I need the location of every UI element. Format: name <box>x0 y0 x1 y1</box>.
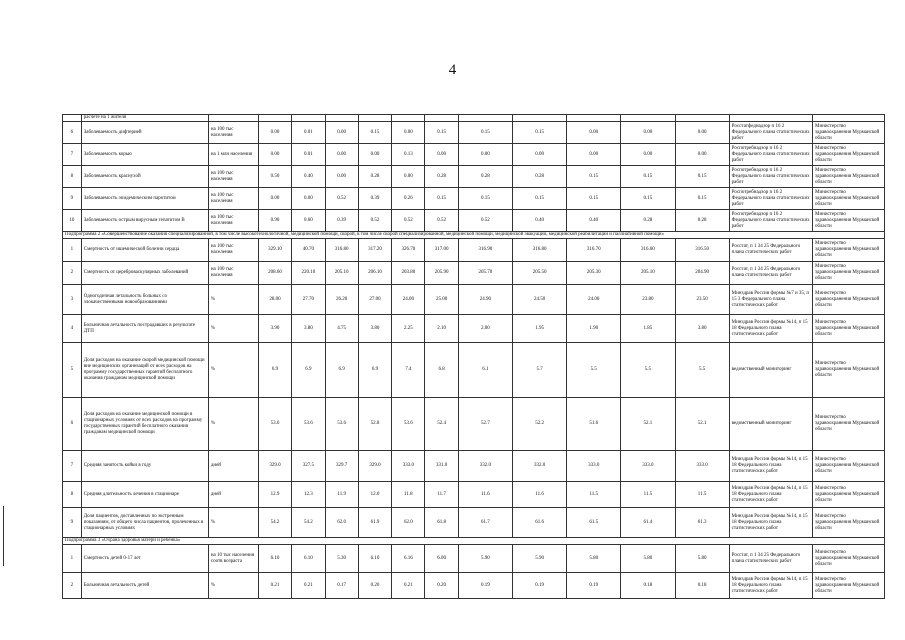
value-cell: 5.90 <box>512 545 566 573</box>
value-cell: 11.5 <box>675 482 729 508</box>
value-cell: 61.7 <box>458 508 512 538</box>
value-cell: 61.4 <box>621 508 675 538</box>
value-cell: 24.00 <box>567 285 621 315</box>
value-cell: 5.30 <box>325 545 358 573</box>
value-cell: 0.60 <box>292 210 325 232</box>
row-number: 7 <box>63 144 82 166</box>
table-row <box>63 188 885 210</box>
value-cell: 0.18 <box>621 573 675 599</box>
executor-cell: Министерство здравоохранения Мурманской области <box>813 210 885 232</box>
value-cell: 0.00 <box>621 144 675 166</box>
value-cell: 12.3 <box>292 482 325 508</box>
source-cell: Росстат, п 1 34 25 Федерального плана статистических работ <box>729 262 812 285</box>
value-cell: 329.10 <box>258 239 291 262</box>
value-cell: 52.2 <box>512 398 566 451</box>
source-cell: Росстат, п 1 34 25 Федерального плана статистических работ <box>729 239 812 262</box>
value-cell: 0.00 <box>458 144 512 166</box>
value-cell: 0.15 <box>675 188 729 210</box>
value-cell: 6.10 <box>292 545 325 573</box>
continuation-row <box>63 115 885 122</box>
indicator-name: Одногодичная летальность больных со злокачественными новообразованиями <box>81 285 208 315</box>
value-cell: 329.0 <box>358 451 391 482</box>
unit-cell: дней <box>208 482 258 508</box>
value-cell: 53.6 <box>325 398 358 451</box>
value-cell: 0.50 <box>258 166 291 188</box>
continuation-text: расчете на 1 жителя <box>81 115 208 122</box>
row-number: 9 <box>63 188 82 210</box>
executor-cell: Министерство здравоохранения Мурманской области <box>813 262 885 285</box>
value-cell: 326.70 <box>392 239 425 262</box>
indicator-name: Средняя занятость койки в году <box>81 451 208 482</box>
unit-cell: на 1 млн населения <box>208 144 258 166</box>
value-cell: 0.00 <box>325 144 358 166</box>
value-cell: 24.50 <box>512 285 566 315</box>
row-number: 8 <box>63 166 82 188</box>
row-number: 3 <box>63 285 82 315</box>
value-cell: 205.50 <box>512 262 566 285</box>
value-cell: 3.90 <box>258 315 291 343</box>
indicator-name: Смертность от цереброваскулярных заболеваний <box>81 262 208 285</box>
indicator-name: Смертность детей 0-17 лет <box>81 545 208 573</box>
value-cell: 0.52 <box>458 210 512 232</box>
value-cell: 0.15 <box>358 122 391 144</box>
indicator-name: Доля расходов на оказание скорой медицинской помощи вне медицинских организаций от всех расходов на программу государственных гарантий бесплатного оказания гражданам медицинской помощи <box>81 343 208 398</box>
value-cell: 11.5 <box>567 482 621 508</box>
value-cell: 3.80 <box>675 315 729 343</box>
value-cell: 0.52 <box>392 210 425 232</box>
unit-cell: на 100 тыс населения <box>208 262 258 285</box>
value-cell: 0.15 <box>621 166 675 188</box>
value-cell: 11.7 <box>425 482 458 508</box>
source-cell: Минздрав России формы №14, п 15 18 Федерального плана статистических работ <box>729 573 812 599</box>
value-cell: 333.0 <box>621 451 675 482</box>
value-cell: 0.01 <box>292 122 325 144</box>
source-cell: Минздрав России формы №7 и 35, п 15 3 Федерального плана статистических работ <box>729 285 812 315</box>
value-cell: 5.5 <box>675 343 729 398</box>
value-cell: 0.00 <box>258 122 291 144</box>
value-cell: 203.80 <box>392 262 425 285</box>
value-cell: 0.52 <box>325 188 358 210</box>
table-row <box>63 239 885 262</box>
table-row <box>63 210 885 232</box>
value-cell: 11.9 <box>325 482 358 508</box>
value-cell: 0.00 <box>621 122 675 144</box>
value-cell: 27.70 <box>292 285 325 315</box>
table-row <box>63 166 885 188</box>
value-cell: 24.00 <box>392 285 425 315</box>
value-cell: 61.6 <box>512 508 566 538</box>
value-cell: 53.6 <box>392 398 425 451</box>
value-cell: 0.28 <box>458 166 512 188</box>
value-cell: 23.50 <box>675 285 729 315</box>
value-cell: 0.15 <box>458 122 512 144</box>
value-cell: 6.10 <box>358 545 391 573</box>
value-cell: 0.00 <box>325 122 358 144</box>
subprogram-title: Подпрограмма 2 «Совершенствование оказания специализированной, в том числе высокотехнологичной, медицинской помощи, скорой, в том числе скорой специализированной, медицинской помощи, медицинской эвакуации, медицинской реабилитации и паллиативной помощи» <box>63 232 885 239</box>
executor-cell: Министерство здравоохранения Мурманской области <box>813 122 885 144</box>
indicator-name: Смертность от ишемической болезни сердца <box>81 239 208 262</box>
page-number: 4 <box>448 62 457 78</box>
unit-cell: % <box>208 285 258 315</box>
value-cell: 52.7 <box>458 398 512 451</box>
source-cell: Роспотребнадзор п 16 2 Федерального плана статистических работ <box>729 210 812 232</box>
source-cell: Минздрав России формы №14, п 15 18 Федерального плана статистических работ <box>729 451 812 482</box>
value-cell: 316.90 <box>458 239 512 262</box>
row-number: 6 <box>63 398 82 451</box>
subprogram-header-row <box>63 538 885 545</box>
row-number: 9 <box>63 508 82 538</box>
table-row <box>63 262 885 285</box>
value-cell: 0.15 <box>425 188 458 210</box>
executor-cell: Министерство здравоохранения Мурманской области <box>813 573 885 599</box>
margin-mark <box>3 506 4 566</box>
unit-cell: % <box>208 508 258 538</box>
value-cell: 0.21 <box>292 573 325 599</box>
value-cell: 0.00 <box>567 144 621 166</box>
value-cell: 6.9 <box>292 343 325 398</box>
executor-cell: Министерство здравоохранения Мурманской области <box>813 343 885 398</box>
unit-cell: % <box>208 573 258 599</box>
table-row <box>63 398 885 451</box>
subprogram-title: Подпрограмма 3 «Охрана здоровья матери и ребенка» <box>63 538 885 545</box>
value-cell: 0.28 <box>358 166 391 188</box>
value-cell: 52.1 <box>621 398 675 451</box>
value-cell: 205.10 <box>621 262 675 285</box>
value-cell: 0.28 <box>621 210 675 232</box>
value-cell: 25.00 <box>425 285 458 315</box>
value-cell: 0.00 <box>358 144 391 166</box>
value-cell: 0.40 <box>292 166 325 188</box>
table-row <box>63 482 885 508</box>
value-cell: 6.10 <box>258 545 291 573</box>
value-cell: 40.70 <box>292 239 325 262</box>
value-cell: 317.00 <box>425 239 458 262</box>
value-cell: 0.28 <box>425 166 458 188</box>
value-cell: 11.8 <box>392 482 425 508</box>
value-cell: 0.21 <box>258 573 291 599</box>
value-cell: 2.25 <box>392 315 425 343</box>
source-cell: Минздрав России формы №14, п 15 18 Федерального плана статистических работ <box>729 508 812 538</box>
row-number: 1 <box>63 545 82 573</box>
value-cell: 0.39 <box>325 210 358 232</box>
executor-cell: Министерство здравоохранения Мурманской области <box>813 239 885 262</box>
indicator-name: Средняя длительность лечения в стационаре <box>81 482 208 508</box>
value-cell: 332.0 <box>458 451 512 482</box>
value-cell: 3.80 <box>358 315 391 343</box>
unit-cell: на 100 тыс населения <box>208 122 258 144</box>
value-cell: 12.0 <box>358 482 391 508</box>
table-row <box>63 508 885 538</box>
value-cell: 0.18 <box>675 573 729 599</box>
value-cell: 26.20 <box>325 285 358 315</box>
value-cell: 333.0 <box>675 451 729 482</box>
value-cell: 0.00 <box>675 144 729 166</box>
value-cell: 6.16 <box>392 545 425 573</box>
value-cell: 220.10 <box>292 262 325 285</box>
value-cell: 0.39 <box>358 188 391 210</box>
row-number: 5 <box>63 343 82 398</box>
row-number: 10 <box>63 210 82 232</box>
value-cell: 53.6 <box>258 398 291 451</box>
value-cell: 5.80 <box>621 545 675 573</box>
value-cell: 0.00 <box>392 122 425 144</box>
value-cell: 0.00 <box>675 122 729 144</box>
value-cell: 11.6 <box>458 482 512 508</box>
row-number: 8 <box>63 482 82 508</box>
value-cell: 11.5 <box>621 482 675 508</box>
row-number: 7 <box>63 451 82 482</box>
value-cell: 0.15 <box>621 188 675 210</box>
value-cell: 0.20 <box>358 573 391 599</box>
value-cell: 23.80 <box>621 285 675 315</box>
value-cell: 0.00 <box>425 144 458 166</box>
value-cell: 6.8 <box>425 343 458 398</box>
value-cell: 53.6 <box>292 398 325 451</box>
table-row <box>63 573 885 599</box>
executor-cell: Министерство здравоохранения Мурманской области <box>813 188 885 210</box>
value-cell: 0.15 <box>512 122 566 144</box>
indicator-name: Доля расходов на оказание медицинской помощи в стационарных условиях от всех расходов на программу государственных гарантий бесплатного оказания гражданам медицинской помощи <box>81 398 208 451</box>
value-cell: 0.15 <box>567 166 621 188</box>
row-number: 2 <box>63 262 82 285</box>
value-cell: 329.7 <box>325 451 358 482</box>
table-row <box>63 545 885 573</box>
value-cell: 0.00 <box>258 188 291 210</box>
indicator-name: Доля пациентов, доставленных по экстренным показаниям, от общего числа пациентов, пролеченных в стационарных условиях <box>81 508 208 538</box>
executor-cell: Министерство здравоохранения Мурманской области <box>813 166 885 188</box>
value-cell: 0.52 <box>358 210 391 232</box>
value-cell: 61.3 <box>675 508 729 538</box>
unit-cell: % <box>208 343 258 398</box>
executor-cell: Министерство здравоохранения Мурманской области <box>813 315 885 343</box>
source-cell: Роспотребнадзор п 16 2 Федерального плана статистических работ <box>729 144 812 166</box>
value-cell: 0.40 <box>512 210 566 232</box>
value-cell: 1.95 <box>512 315 566 343</box>
indicator-name: Заболеваемость дифтерией <box>81 122 208 144</box>
table-row <box>63 315 885 343</box>
source-cell: ведомственный мониторинг <box>729 343 812 398</box>
value-cell: 12.9 <box>258 482 291 508</box>
value-cell: 1.85 <box>621 315 675 343</box>
value-cell: 3.80 <box>292 315 325 343</box>
value-cell: 52.1 <box>675 398 729 451</box>
source-cell: Минздрав России формы №14, п 15 18 Федерального плана статистических работ <box>729 315 812 343</box>
value-cell: 27.00 <box>358 285 391 315</box>
value-cell: 0.28 <box>512 166 566 188</box>
value-cell: 316.80 <box>325 239 358 262</box>
value-cell: 62.0 <box>325 508 358 538</box>
value-cell: 0.00 <box>392 166 425 188</box>
value-cell: 0.19 <box>512 573 566 599</box>
executor-cell: Министерство здравоохранения Мурманской области <box>813 508 885 538</box>
value-cell: 6.9 <box>258 343 291 398</box>
value-cell: 0.28 <box>675 210 729 232</box>
value-cell: 204.90 <box>675 262 729 285</box>
value-cell: 0.15 <box>425 122 458 144</box>
value-cell: 0.00 <box>325 166 358 188</box>
value-cell: 333.0 <box>567 451 621 482</box>
value-cell: 316.70 <box>567 239 621 262</box>
value-cell: 0.19 <box>458 573 512 599</box>
value-cell: 2.10 <box>425 315 458 343</box>
indicator-name: Больничная летальность детей <box>81 573 208 599</box>
value-cell: 28.00 <box>258 285 291 315</box>
indicators-table <box>62 114 885 599</box>
row-number: 6 <box>63 122 82 144</box>
value-cell: 54.2 <box>292 508 325 538</box>
value-cell: 62.0 <box>392 508 425 538</box>
table-row <box>63 285 885 315</box>
value-cell: 5.7 <box>512 343 566 398</box>
value-cell: 0.13 <box>392 144 425 166</box>
executor-cell: Министерство здравоохранения Мурманской области <box>813 285 885 315</box>
executor-cell: Министерство здравоохранения Мурманской области <box>813 482 885 508</box>
value-cell: 5.80 <box>567 545 621 573</box>
value-cell: 0.00 <box>567 122 621 144</box>
value-cell: 4.75 <box>325 315 358 343</box>
source-cell: Роспотребнадзор п 16 2 Федерального плана статистических работ <box>729 166 812 188</box>
value-cell: 0.15 <box>675 166 729 188</box>
value-cell: 327.5 <box>292 451 325 482</box>
indicator-name: Заболеваемость краснухой <box>81 166 208 188</box>
unit-cell: на 100 тыс населения <box>208 188 258 210</box>
value-cell: 61.5 <box>567 508 621 538</box>
value-cell: 333.0 <box>392 451 425 482</box>
value-cell: 11.6 <box>512 482 566 508</box>
source-cell: Минздрав России формы №14, п 15 18 Федерального плана статистических работ <box>729 482 812 508</box>
unit-cell: % <box>208 315 258 343</box>
row-number: 2 <box>63 573 82 599</box>
value-cell: 331.0 <box>425 451 458 482</box>
value-cell: 61.8 <box>425 508 458 538</box>
value-cell: 0.52 <box>425 210 458 232</box>
executor-cell: Министерство здравоохранения Мурманской области <box>813 545 885 573</box>
unit-cell: % <box>208 398 258 451</box>
unit-cell: дней <box>208 451 258 482</box>
value-cell: 0.15 <box>567 188 621 210</box>
value-cell: 2.00 <box>458 315 512 343</box>
value-cell: 0.15 <box>512 188 566 210</box>
value-cell: 205.30 <box>567 262 621 285</box>
value-cell: 0.15 <box>458 188 512 210</box>
indicator-name: Заболеваемость острым вирусным гепатитом В <box>81 210 208 232</box>
value-cell: 316.80 <box>512 239 566 262</box>
value-cell: 0.17 <box>325 573 358 599</box>
value-cell: 5.90 <box>458 545 512 573</box>
value-cell: 5.80 <box>675 545 729 573</box>
value-cell: 205.90 <box>425 262 458 285</box>
value-cell: 316.50 <box>675 239 729 262</box>
value-cell: 0.40 <box>567 210 621 232</box>
indicator-name: Больничная летальность пострадавших в результате ДТП <box>81 315 208 343</box>
value-cell: 6.00 <box>425 545 458 573</box>
value-cell: 51.6 <box>567 398 621 451</box>
value-cell: 329.0 <box>258 451 291 482</box>
subprogram-header-row <box>63 232 885 239</box>
value-cell: 0.20 <box>425 573 458 599</box>
value-cell: 6.1 <box>458 343 512 398</box>
value-cell: 205.70 <box>458 262 512 285</box>
executor-cell: Министерство здравоохранения Мурманской области <box>813 398 885 451</box>
value-cell: 0.19 <box>567 573 621 599</box>
value-cell: 54.2 <box>258 508 291 538</box>
source-cell: Роспотребнадзор п 16 2 Федерального плана статистических работ <box>729 188 812 210</box>
value-cell: 317.20 <box>358 239 391 262</box>
table-row <box>63 451 885 482</box>
value-cell: 0.01 <box>292 144 325 166</box>
value-cell: 52.4 <box>425 398 458 451</box>
value-cell: 0.26 <box>392 188 425 210</box>
value-cell: 6.9 <box>358 343 391 398</box>
value-cell: 206.10 <box>358 262 391 285</box>
executor-cell: Министерство здравоохранения Мурманской области <box>813 451 885 482</box>
unit-cell: на 100 тыс населения <box>208 166 258 188</box>
value-cell: 5.5 <box>567 343 621 398</box>
row-number: 1 <box>63 239 82 262</box>
source-cell: Росстатфеднадзор п 16 2 Федерального плана статистических работ <box>729 122 812 144</box>
value-cell: 205.10 <box>325 262 358 285</box>
value-cell: 24.90 <box>458 285 512 315</box>
value-cell: 52.8 <box>358 398 391 451</box>
value-cell: 208.60 <box>258 262 291 285</box>
table-row <box>63 122 885 144</box>
value-cell: 332.0 <box>512 451 566 482</box>
table-row <box>63 343 885 398</box>
table-row <box>63 144 885 166</box>
value-cell: 0.00 <box>292 188 325 210</box>
unit-cell: на 10 тыс населения соотв возраста <box>208 545 258 573</box>
value-cell: 6.9 <box>325 343 358 398</box>
value-cell: 1.90 <box>567 315 621 343</box>
value-cell: 5.5 <box>621 343 675 398</box>
value-cell: 7.4 <box>392 343 425 398</box>
source-cell: Росстат, п 1 34 25 Федерального плана статистических работ <box>729 545 812 573</box>
row-number: 4 <box>63 315 82 343</box>
value-cell: 0.00 <box>512 144 566 166</box>
unit-cell: на 100 тыс населения <box>208 210 258 232</box>
value-cell: 0.21 <box>392 573 425 599</box>
value-cell: 61.9 <box>358 508 391 538</box>
source-cell: ведомственный мониторинг <box>729 398 812 451</box>
unit-cell: на 100 тыс населения <box>208 239 258 262</box>
value-cell: 0.00 <box>258 144 291 166</box>
indicator-name: Заболеваемость корью <box>81 144 208 166</box>
indicator-name: Заболеваемость эпидемическим паротитом <box>81 188 208 210</box>
value-cell: 0.90 <box>258 210 291 232</box>
value-cell: 316.60 <box>621 239 675 262</box>
executor-cell: Министерство здравоохранения Мурманской области <box>813 144 885 166</box>
